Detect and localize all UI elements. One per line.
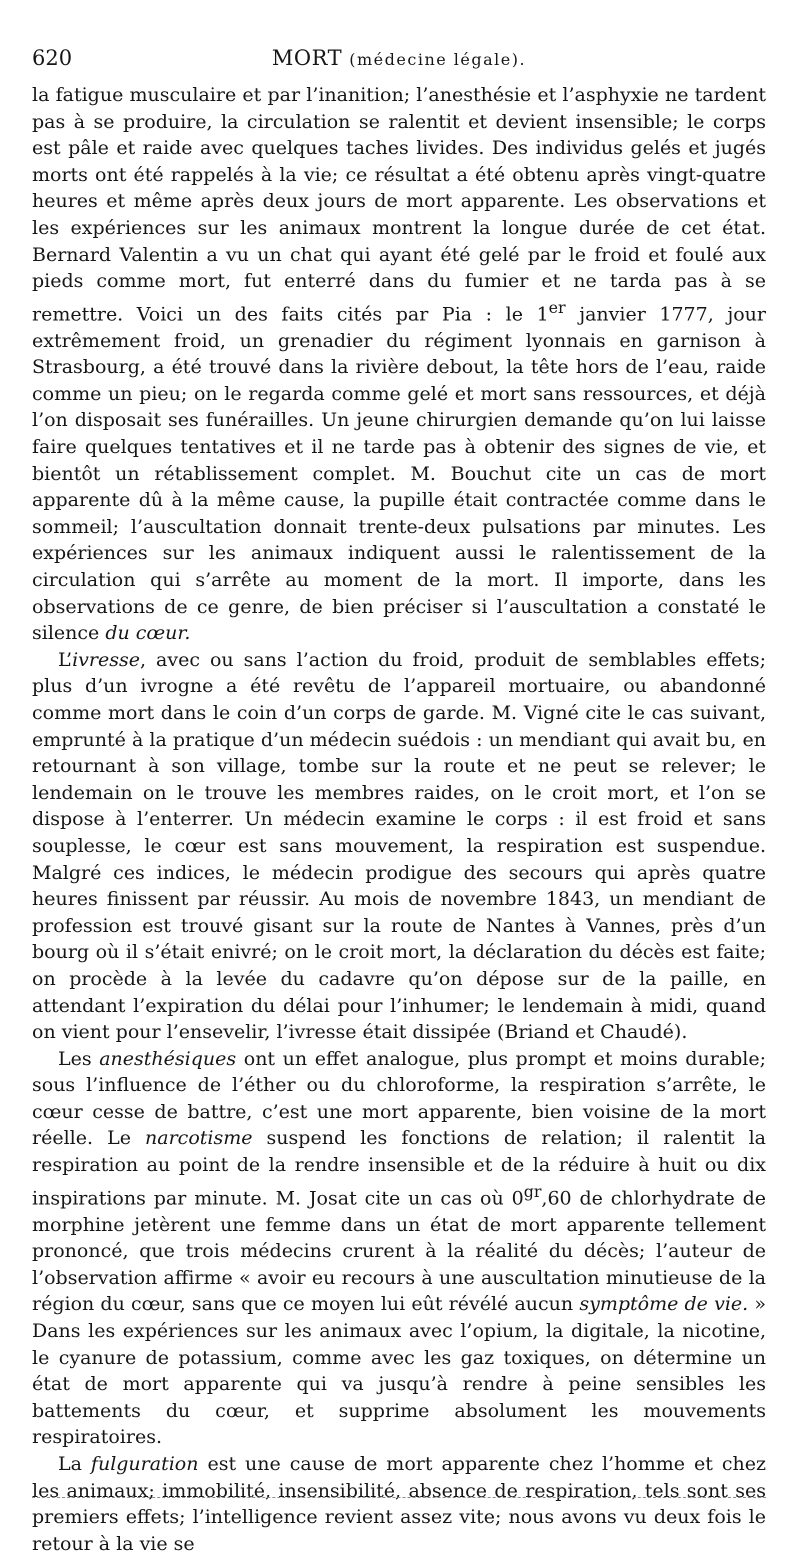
paragraph-anesthesiques: Les anesthésiques ont un effet analogue, plus prompt et moins durable; sous l’influence de l’éther ou du chloroforme, la respiration s’arrête, le cœur cesse de battre, c’est une mort apparente, bien voisine de la mort réelle. Le narcotisme suspend les fonctions de relation; il ralentit la respiration au point de la rendre insensible et de la réduire à huit ou dix inspirations par minute. M. Josat cite un cas où $0^{gr},60$ de chlorhydrate de morphine jetèrent une femme dans un état de mort apparente tellement prononcé, que trois médecins crurent à la réalité du décès; l’auteur de l’observation affirme « avoir eu recours à une auscultation minutieuse de la région du cœur, sans que ce moyen lui eût révélé aucun symptôme de vie. » Dans les expériences sur les animaux avec l’opium, la digitale, la nicotine, le cyanure de potassium, comme avec les gaz toxiques, on détermine un état de mort apparente qui va jusqu’à rendre à peine sensibles les battements du cœur, et supprime absolument les mouvements respiratoires. (32, 1047, 767, 1449)
running-title (32, 46, 766, 70)
paragraph-cold: la fatigue musculaire et par l’inanition; l’anesthésie et l’asphyxie ne tardent pas à se produire, la circulation se ralentit et devient insensible; le corps est pâle et raide avec quelques taches livides. Des individus gelés et jugés morts ont été rappelés à la vie; ce résultat a été obtenu après vingt-quatre heures et même après deux jours de mort apparente. Les observations et les expériences sur les animaux montrent la longue durée de cet état. Bernard Valentin a vu un chat qui ayant été gelé par le froid et foulé aux pieds comme mort, fut enterré dans du fumier et ne tarda pas à se remettre. Voici un des faits cités par Pia : le 1er janvier 1777, jour extrêmement froid, un grenadier du régiment lyonnais en garnison à Strasbourg, a été trouvé dans la rivière debout, la tête hors de l’eau, raide comme un pieu; on le regarda comme gelé et mort sans ressources, et déjà l’on disposait ses funérailles. Un jeune chirurgien demande qu’on lui laisse faire quelques tentatives et il ne tarde pas à obtenir des signes de vie, et bientôt un rétablissement complet. M. Bouchut cite un cas de mort apparente dû à la même cause, la pupille était contractée comme dans le sommeil; l’auscultation donnait trente-deux pulsations par minutes. Les expériences sur les animaux indiquent aussi le ralentissement de la circulation qui s’arrête au moment de la mort. Il importe, dans les observations de ce genre, de bien préciser si l’auscultation a constaté le silence du cœur. (32, 84, 767, 645)
page-number: 620 (32, 46, 73, 70)
footer-rule (32, 1497, 766, 1498)
running-header (32, 46, 766, 82)
superscript-gr: gr (523, 1181, 542, 1201)
paragraph-fulguration: La fulguration est une cause de mort apparente chez l’homme et chez les animaux; immobilité, insensibilité, absence de respiration, tels sont ses premiers effets; l’intelligence revient assez vite; nous avons vu deux fois le retour à la vie se (32, 1452, 766, 1555)
running-title-subtitle: (médecine légale). (349, 50, 527, 69)
paragraph-ivresse: L’ivresse, avec ou sans l’action du froid, produit de semblables effets; plus d’un ivrogne a été revêtu de l’appareil mortuaire, ou abandonné comme mort dans le coin d’un corps de garde. M. Vigné cite le cas suivant, emprunté à la pratique d’un médecin suédois : un mendiant qui avait bu, en retournant à son village, tombe sur la route et ne peut se relever; le lendemain on le trouve les membres raides, on le croit mort, et l’on se dispose à l’enterrer. Un médecin examine le corps : il est froid et sans souplesse, le cœur est sans mouvement, la respiration est suspendue. Malgré ces indices, le médecin prodigue des secours qui après quatre heures finissent par réussir. Au mois de novembre 1843, un mendiant de profession est trouvé gisant sur la route de Nantes à Vannes, près d’un bourg où il s’était enivré; on le croit mort, la déclaration du décès est faite; on procède à la levée du cadavre qu’on dépose sur de la paille, en attendant l’expiration du délai pour l’inhumer; le lendemain à midi, quand on vient pour l’ensevelir, l’ivresse était dissipée (Briand et Chaudé). (32, 648, 766, 1044)
page (32, 46, 766, 1557)
body-text (32, 82, 766, 1557)
superscript-er: er (548, 297, 566, 317)
running-title-word: MORT (271, 46, 343, 70)
